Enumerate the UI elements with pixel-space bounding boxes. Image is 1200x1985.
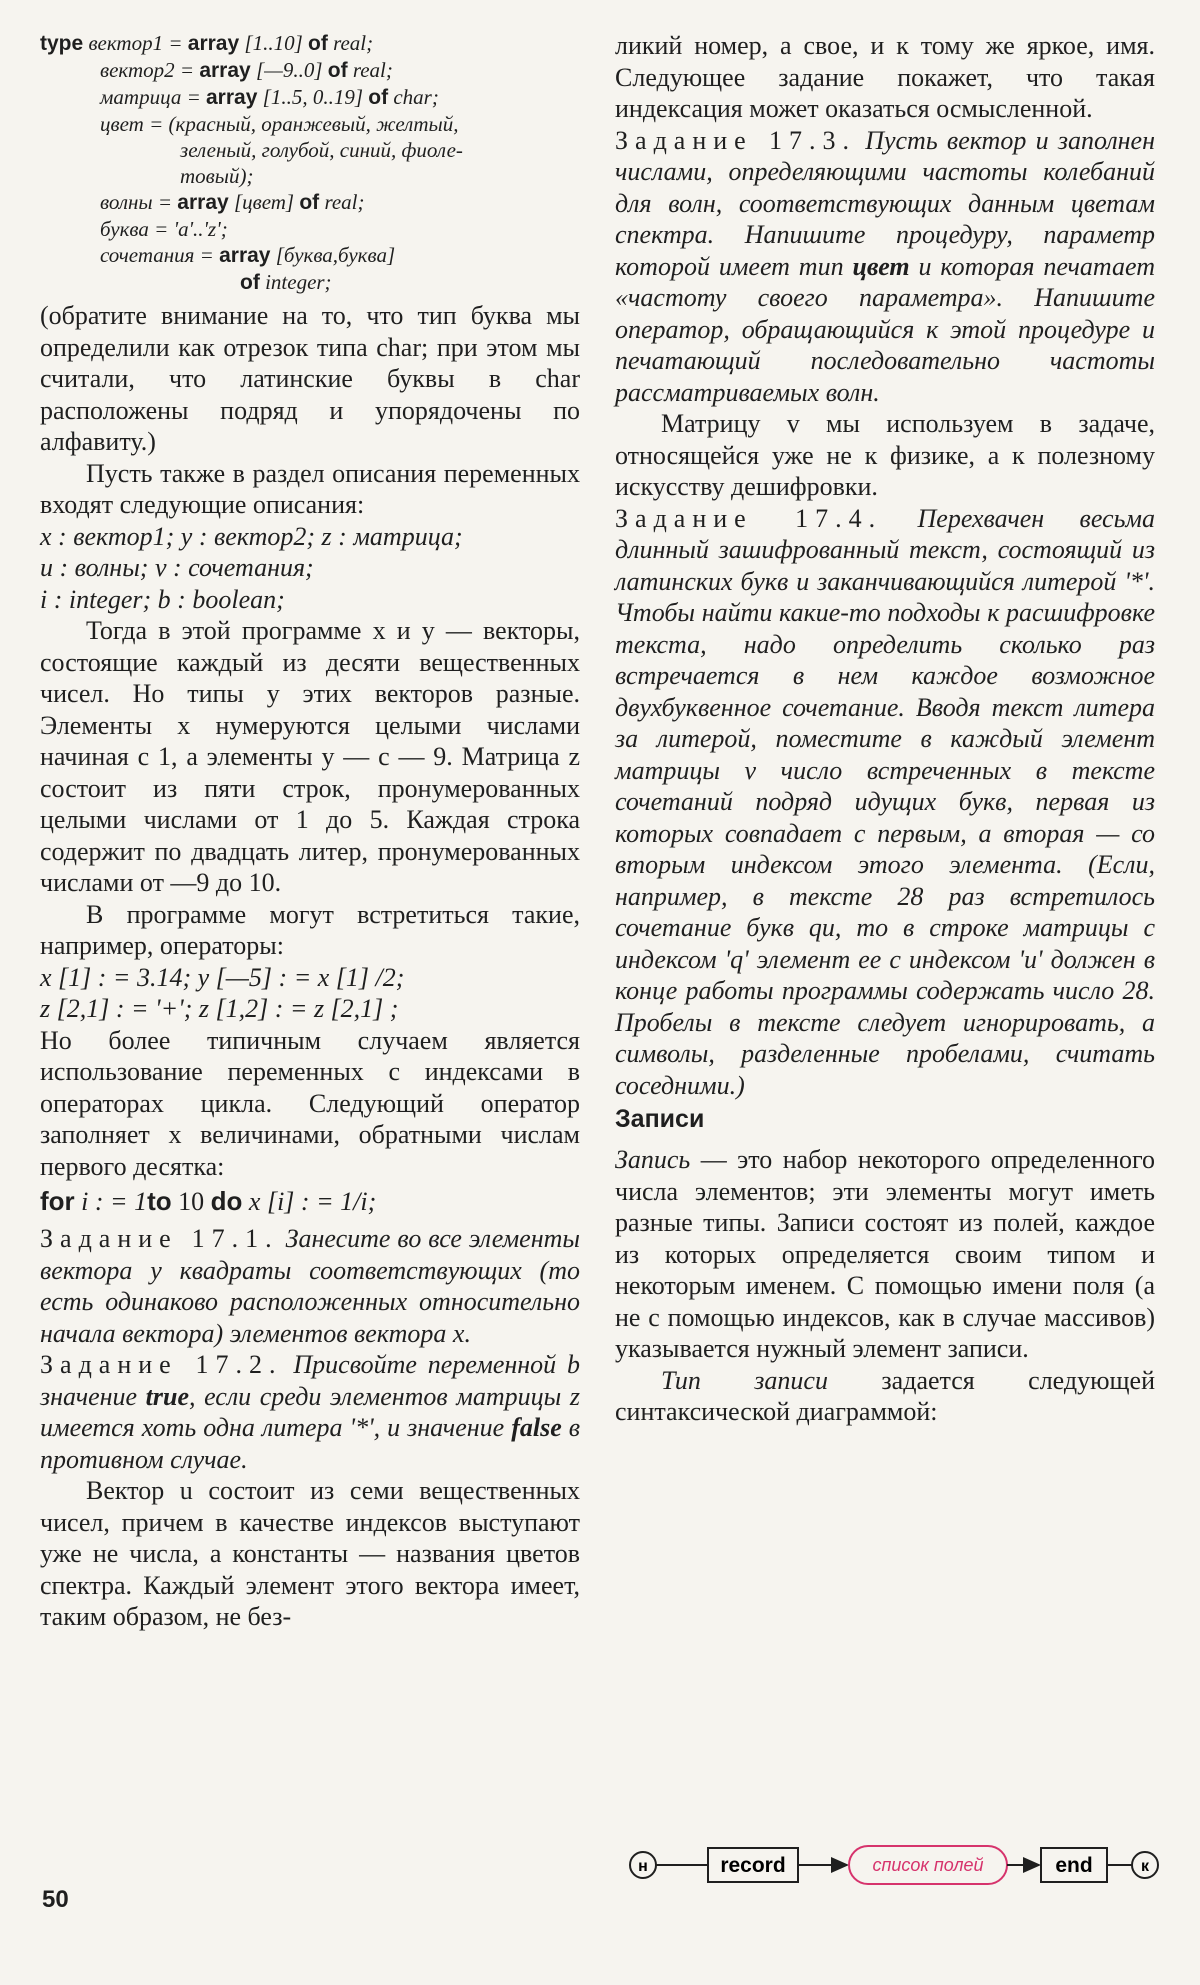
operator-line: z [2,1] : = '+'; z [1,2] : = z [2,1] ;	[40, 994, 399, 1023]
kw-of: of	[240, 271, 260, 294]
paragraph: Вектор u состоит из семи вещественных чисел, причем в качестве индексов выступают уже не числа, а константы — названия цветов спектра. Каждый элемент этого вектора имеет, таким образом, не без-	[40, 1476, 580, 1631]
task-heading: Задание 17.1.	[40, 1224, 279, 1253]
section-heading: Записи	[615, 1105, 705, 1133]
paragraph: Матрицу v мы используем в задаче, относящейся уже не к физике, а к полезному искусству дешифровки.	[615, 409, 1155, 501]
declaration-line: u : волны; v : сочетания;	[40, 553, 314, 582]
kw-of: of	[299, 191, 320, 214]
right-column	[615, 30, 1155, 1428]
task-heading: Задание 17.3.	[615, 125, 856, 155]
code-line: вектор2 =	[100, 58, 200, 82]
code-line: char;	[388, 85, 439, 109]
code-line: волны =	[100, 190, 178, 214]
code-line: [1..10]	[239, 31, 309, 55]
kw-array: array	[187, 32, 240, 55]
for-statement	[40, 1184, 580, 1219]
code-line: real;	[319, 190, 365, 214]
kw-to: to	[147, 1186, 172, 1216]
left-column	[40, 30, 580, 1633]
task-text: Присвойте переменной b значение	[40, 1350, 580, 1411]
kw-array: array	[199, 59, 251, 82]
kw-tsvet: цвет	[852, 251, 910, 281]
task-heading: Задание 17.4.	[615, 503, 883, 533]
record-label: record	[720, 1854, 786, 1877]
task-text: , если среди элементов матрицы z имеется хоть одна литера '*', и значение	[40, 1381, 580, 1442]
kw-array: array	[177, 191, 229, 214]
term: Тип записи	[661, 1365, 828, 1395]
code-line: товый);	[180, 164, 254, 188]
kw-true: true	[145, 1381, 190, 1411]
code-line: [—9..0]	[250, 58, 328, 82]
code-fragment: i : = 1	[74, 1187, 148, 1216]
paragraph: ликий номер, а свое, и к тому же яркое, имя. Следующее задание покажет, что такая индексация может оказаться осмысленной.	[615, 31, 1155, 123]
task-heading: Задание 17.2.	[40, 1350, 283, 1379]
kw-for: for	[40, 1186, 75, 1216]
end-label: end	[1055, 1854, 1093, 1877]
kw-array: array	[206, 86, 258, 109]
paragraph-text: задается следующей синтаксической диаграммой:	[615, 1365, 1155, 1426]
code-line: вектор1 =	[88, 31, 188, 55]
declaration-line: x : вектор1; y : вектор2; z : матрица;	[40, 521, 463, 551]
paragraph: Пусть также в раздел описания переменных входят следующие описания:	[40, 458, 580, 519]
kw-of: of	[308, 32, 328, 55]
syntax-diagram	[615, 1840, 1175, 1890]
task-text: в противном случае.	[40, 1413, 581, 1474]
start-label: н	[638, 1858, 648, 1875]
task-text: Пусть вектор u заполнен числами, определяющими частоты колебаний для волн, соответствующих данным цветам спектра. Напишите процедуру, параметр которой имеет тип	[615, 125, 1155, 281]
paragraph: (обратите внимание на то, что тип буква мы определили как отрезок типа char; при этом мы считали, что латинские буквы в char расположены подряд и упорядочены по алфавиту.)	[40, 301, 580, 456]
code-fragment: 10	[171, 1187, 211, 1216]
type-declarations	[40, 30, 580, 296]
paragraph	[615, 1365, 1155, 1428]
page-number: 50	[42, 1886, 69, 1913]
task-17-2	[40, 1349, 580, 1475]
task-text: Занесите во все элементы вектора y квадраты соответствующих (то есть одинаково расположенных относительно начала вектора) элементов вектора x.	[40, 1224, 581, 1348]
code-fragment: x [i] : = 1/i;	[242, 1187, 377, 1216]
code-line: буква = 'a'..'z';	[100, 217, 228, 241]
code-line: real;	[327, 31, 374, 55]
code-line: [буква,буква]	[270, 243, 396, 267]
code-line: цвет = (красный, оранжевый, желтый,	[100, 112, 459, 136]
code-line: зеленый, голубой, синий, фиоле-	[180, 138, 463, 162]
kw-of: of	[368, 86, 389, 109]
paragraph: В программе могут встретиться такие, например, операторы:	[40, 899, 580, 960]
paragraph: Но более типичным случаем является использование переменных с индексами в операторах цикла. Следующий оператор заполняет x величинами, обратными числам первого десятка:	[40, 1025, 580, 1181]
fields-label: список полей	[872, 1855, 984, 1875]
code-line: [1..5, 0..19]	[257, 85, 369, 109]
declaration-line: i : integer; b : boolean;	[40, 584, 285, 614]
kw-type: type	[40, 32, 84, 55]
code-line: сочетания =	[100, 243, 220, 267]
task-text: и которая печатает «частоту своего параметра». Напишите оператор, обращающийся к этой процедуре и печатающий последовательно частоты рассматриваемых волн.	[615, 251, 1155, 407]
task-text: Перехвачен весьма длинный зашифрованный текст, состоящий из латинских букв и заканчивающийся литерой '*'. Чтобы найти какие-то подходы к расшифровке текста, надо определить сколько раз встречается в нем каждое возможное двухбуквенное сочетание. Вводя текст литера за литерой, поместите в каждый элемент матрицы v число встреченных в тексте сочетаний подряд идущих букв, первая из которых совпадает с первым, а вторая — со вторым индексом этого элемента. (Если, например, в тексте 28 раз встретилось сочетание букв qu, то в строке матрицы с индексом 'q' элемент ее с индексом 'u' должен в конце работы программы содержать число 28. Пробелы в тексте следует игнорировать, а символы, разделенные пробелами, считать соседними.)	[615, 503, 1156, 1100]
paragraph	[615, 1144, 1155, 1365]
code-line: integer;	[259, 270, 332, 294]
code-line: real;	[347, 58, 393, 82]
kw-of: of	[327, 59, 348, 82]
code-line: [цвет]	[228, 190, 300, 214]
paragraph-text: — это набор некоторого определенного числа элементов; эти элементы могут иметь разные типы. Записи состоят из полей, каждое из которых определяется своим типом и некоторым именем. С помощью имени поля (а не с помощью индексов, как в случае массивов) указывается нужный элемент записи.	[615, 1145, 1155, 1363]
task-17-4	[615, 503, 1155, 1102]
finish-label: к	[1140, 1858, 1150, 1875]
operator-line: x [1] : = 3.14; y [—5] : = x [1] /2;	[40, 962, 405, 992]
task-17-3	[615, 125, 1155, 409]
code-line: матрица =	[100, 85, 206, 109]
kw-do: do	[210, 1186, 243, 1216]
term: Запись	[615, 1145, 691, 1174]
kw-array: array	[219, 244, 271, 267]
paragraph: Тогда в этой программе x и y — векторы, состоящие каждый из десяти вещественных чисел. Но типы у этих векторов разные. Элементы x нумеруются целыми числами начиная с 1, а элементы y — с — 9. Матрица z состоит из пяти строк, пронумерованных целыми числами от 1 до 5. Каждая строка содержит по двадцать литер, пронумерованных числами от —9 до 10.	[40, 616, 580, 897]
kw-false: false	[511, 1413, 562, 1442]
task-17-1	[40, 1223, 580, 1349]
